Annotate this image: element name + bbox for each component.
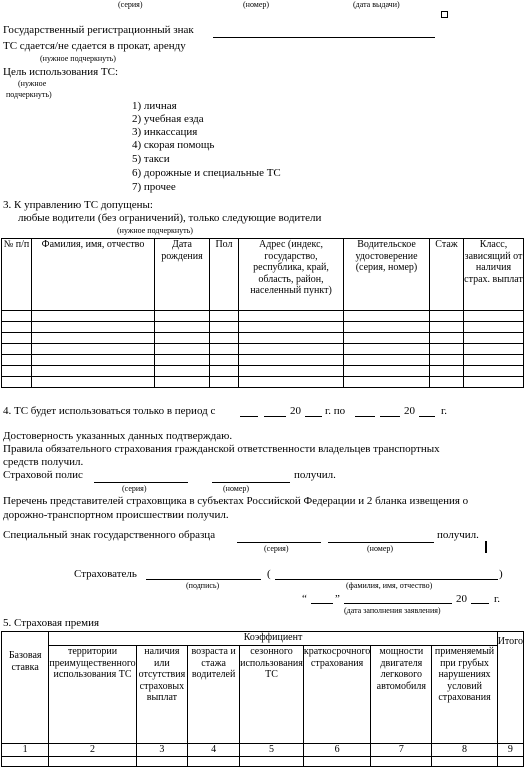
purpose-option[interactable]: 5) такси <box>132 153 170 165</box>
fill-g: г. <box>494 593 501 605</box>
period-day-field[interactable] <box>240 416 258 417</box>
col-number: 3 <box>136 744 187 757</box>
purpose-option[interactable]: 3) инкассация <box>132 126 198 138</box>
col-number: 7 <box>371 744 432 757</box>
policy-label: Страховой полис <box>3 469 83 481</box>
coefficient-header: Коэффициент <box>49 632 497 646</box>
period-month-field[interactable] <box>264 416 286 417</box>
coef-col-header: применяемый при грубых нарушениях условий страхования <box>432 646 497 744</box>
purpose-option[interactable]: 7) прочее <box>132 181 176 193</box>
period-year-field[interactable] <box>305 416 322 417</box>
fio-label: (фамилия, имя, отчество) <box>346 581 433 590</box>
table-row[interactable] <box>2 344 524 355</box>
purpose-option[interactable]: 2) учебная езда <box>132 113 204 125</box>
period-to-label: г. по <box>325 405 346 417</box>
coef-col-header: территории преимущественного использования ТС <box>49 646 136 744</box>
drivers-hint: (нужное подчеркнуть) <box>117 226 193 235</box>
special-series-label: (серия) <box>264 544 289 553</box>
purpose-hint-1: (нужное <box>18 79 47 88</box>
special-sign-series-field[interactable] <box>237 542 321 543</box>
fill-year-field[interactable] <box>471 603 489 604</box>
period-end-month-field[interactable] <box>380 416 400 417</box>
table-row[interactable] <box>2 322 524 333</box>
drivers-table <box>1 238 524 388</box>
coef-col-header: возраста и стажа водителей <box>188 646 240 744</box>
period-end-g: г. <box>441 405 448 417</box>
col-number: 4 <box>188 744 240 757</box>
rent-hint: (нужное подчеркнуть) <box>40 54 116 63</box>
policy-number-label: (номер) <box>223 484 250 493</box>
base-rate-header: Базовая ставка <box>2 632 49 744</box>
fill-day-field[interactable] <box>311 603 333 604</box>
table-row[interactable] <box>2 311 524 322</box>
table-row[interactable] <box>2 757 524 767</box>
table-row <box>2 744 524 757</box>
special-number-label: (номер) <box>367 544 394 553</box>
policy-series-label: (серия) <box>122 484 147 493</box>
insurer-fio-field[interactable] <box>275 579 498 580</box>
purpose-hint-2: подчеркнуть) <box>6 90 52 99</box>
purpose-option[interactable]: 4) скорая помощь <box>132 139 215 151</box>
list-text-2: дорожно-транспортном происшествии получил. <box>3 509 229 521</box>
special-sign-received: получил. <box>437 529 479 541</box>
special-sign-label: Специальный знак государственного образца <box>3 529 216 541</box>
coef-col-header: сезонного использования ТС <box>240 646 304 744</box>
coef-col-header: мощности двигателя легкового автомобиля <box>371 646 432 744</box>
reg-sign-field[interactable] <box>213 37 435 38</box>
col-number: 1 <box>2 744 49 757</box>
signature-label: (подпись) <box>186 581 220 590</box>
insurer-signature-field[interactable] <box>146 579 261 580</box>
col-header: Дата рождения <box>155 239 210 311</box>
premium-table <box>1 631 524 767</box>
fill-date-label: (дата заполнения заявления) <box>344 606 441 615</box>
policy-received: получил. <box>294 469 336 481</box>
quote-close: ” <box>335 593 340 605</box>
coef-col-header: наличия или отсутствия страховых выплат <box>136 646 187 744</box>
checkbox-icon[interactable] <box>441 11 448 18</box>
rules-text-1: Правила обязательного страхования гражданской ответственности владельцев транспортных <box>3 443 440 455</box>
confirm-text: Достоверность указанных данных подтверждаю. <box>3 430 233 442</box>
number-label-top: (номер) <box>243 0 270 9</box>
paren-close: ) <box>499 568 503 580</box>
col-header: Класс, зависящий от наличия страх. выплат <box>464 239 524 311</box>
section-5-title: 5. Страховая премия <box>3 617 100 629</box>
col-header: № п/п <box>2 239 32 311</box>
table-row[interactable] <box>2 333 524 344</box>
insurer-label: Страхователь <box>74 568 137 580</box>
rent-label: ТС сдается/не сдается в прокат, аренду <box>3 40 186 52</box>
fill-year-prefix: 20 <box>456 593 467 605</box>
table-row[interactable] <box>2 355 524 366</box>
policy-number-field[interactable] <box>212 482 290 483</box>
policy-series-field[interactable] <box>94 482 188 483</box>
col-header: Стаж <box>430 239 464 311</box>
col-number: 9 <box>497 744 523 757</box>
col-number: 2 <box>49 744 136 757</box>
section-3-title: 3. К управлению ТС допущены: <box>3 199 153 211</box>
col-number: 8 <box>432 744 497 757</box>
coef-col-header: краткосрочного страхования <box>303 646 370 744</box>
col-header: Водительское удостоверение (серия, номер) <box>344 239 430 311</box>
col-number: 6 <box>303 744 370 757</box>
reg-sign-label: Государственный регистрационный знак <box>3 24 194 36</box>
col-header: Фамилия, имя, отчество <box>32 239 155 311</box>
year-prefix-2: 20 <box>404 405 415 417</box>
list-text-1: Перечень представителей страховщика в субъектах Российской Федерации и 2 бланка извещения о <box>3 495 469 507</box>
purpose-option[interactable]: 6) дорожные и специальные ТС <box>132 167 281 179</box>
total-header: Итого <box>497 632 523 744</box>
purpose-label: Цель использования ТС: <box>3 66 119 78</box>
fill-month-field[interactable] <box>344 603 452 604</box>
year-prefix: 20 <box>290 405 301 417</box>
series-label-top: (серия) <box>118 0 143 9</box>
col-header: Адрес (индекс, государство, республика, край, область, район, населенный пункт) <box>239 239 344 311</box>
period-end-year-field[interactable] <box>419 416 435 417</box>
rules-text-2: средств получил. <box>3 456 84 468</box>
cursor-mark <box>485 541 487 553</box>
table-row[interactable] <box>2 377 524 388</box>
drivers-choice[interactable]: любые водители (без ограничений), только следующие водители <box>18 212 322 224</box>
table-row[interactable] <box>2 366 524 377</box>
section-4-label: 4. ТС будет использоваться только в период с <box>3 405 216 417</box>
quote-open: “ <box>302 593 307 605</box>
special-sign-number-field[interactable] <box>328 542 434 543</box>
issue-date-label-top: (дата выдачи) <box>353 0 400 9</box>
purpose-option[interactable]: 1) личная <box>132 100 177 112</box>
col-header: Пол <box>210 239 239 311</box>
paren-open: ( <box>267 568 271 580</box>
col-number: 5 <box>240 744 304 757</box>
period-end-day-field[interactable] <box>355 416 375 417</box>
